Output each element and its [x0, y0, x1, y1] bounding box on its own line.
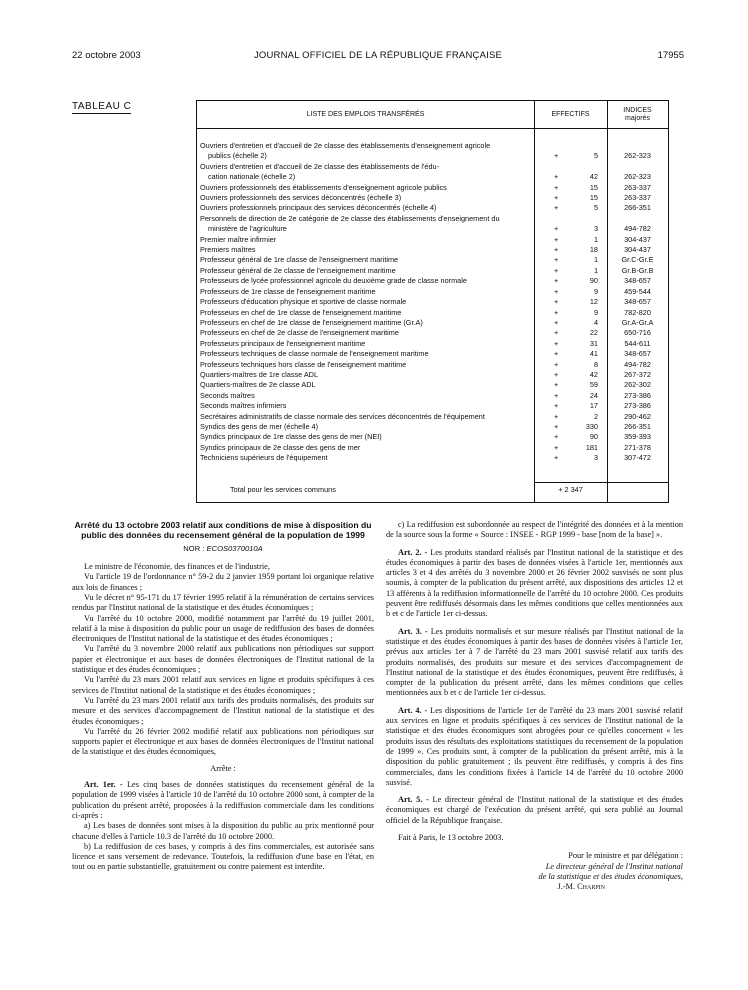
table-row: [197, 318, 668, 328]
article-5: [386, 795, 683, 826]
row-label: Ouvriers professionnels des établissements d'enseignement agricole publics: [200, 182, 447, 192]
header-date: 22 octobre 2003: [72, 50, 141, 61]
row-effectif: 42: [589, 172, 598, 182]
row-label: Professeurs principaux de l'enseignement maritime: [200, 338, 366, 348]
article-3-text: Les produits normalisés et sur mesure réalisés par l'Institut national de la statistique et des études économiques à partir des bases de données visées à l'article 1er, prévus aux articles 1er à 7 de l'arrêté du 23 mars 2001 susvisé relatif aux tarifs des produits normalisés, des produits sur mesure et des services d'accompagnement de l'Institut national de la statistique et des études économiques, peuvent être rediffusés, à compter de la publication du présent arrêté, dans les mêmes conditions que celles mentionnées aux b et c de l'article 1er ci-dessus.: [386, 626, 683, 698]
row-effectif: 4: [593, 317, 598, 327]
row-effectif: 181: [585, 442, 598, 452]
row-effectif: 17: [589, 401, 598, 411]
row-indices: 348-657: [624, 349, 651, 359]
row-label-line2: cation nationale (échelle 2): [208, 172, 296, 182]
row-sign: +: [554, 151, 559, 161]
row-sign: +: [554, 359, 559, 369]
row-label: Ouvriers professionnels des services déconcentrés (échelle 3): [200, 193, 402, 203]
row-indices: 263-337: [624, 193, 651, 203]
row-indices: 267-372: [624, 369, 651, 379]
row-indices: 266-351: [624, 203, 651, 213]
signature-line-1: Pour le ministre et par délégation :: [568, 851, 683, 861]
row-label: Techniciens supérieurs de l'équipement: [200, 453, 328, 463]
row-indices: 348-657: [624, 276, 651, 286]
row-label: Syndics principaux de 2e classe des gens de mer: [200, 442, 361, 452]
total-separator: [534, 482, 668, 483]
visa-paragraph: Vu l'article 19 de l'ordonnance n° 59-2 du 2 janvier 1959 portant loi organique relative aux lois de finances ;: [72, 572, 374, 592]
row-sign: +: [554, 349, 559, 359]
article-5-text: Le directeur général de l'Institut national de la statistique et des études économiques est chargé de l'exécution du présent arrêté, qui sera publié au Journal officiel de la République française.: [386, 795, 683, 825]
row-effectif: 59: [589, 380, 598, 390]
table-row: [197, 308, 668, 318]
visa-paragraph: Vu le décret n° 95-171 du 17 février 1995 relatif à la rémunération de certains services rendus par l'Institut national de la statistique et des études économiques ;: [72, 593, 374, 613]
page-number: 17955: [657, 50, 684, 61]
row-sign: +: [554, 245, 559, 255]
row-indices: 273-386: [624, 401, 651, 411]
nor-reference: [72, 544, 374, 554]
signature-line-2: Le directeur général de l'Institut national: [545, 861, 683, 871]
table-row: [197, 328, 668, 338]
left-column: [72, 520, 374, 873]
done-at: Fait à Paris, le 13 octobre 2003.: [398, 833, 504, 843]
row-label: Professeur général de 2e classe de l'enseignement maritime: [200, 265, 396, 275]
row-label-line1: Ouvriers d'entretien et d'accueil de 2e classe des établissements d'enseignement agricole: [200, 141, 491, 150]
right-column: [386, 520, 683, 893]
row-sign: +: [554, 172, 559, 182]
row-indices: 290-462: [624, 411, 651, 421]
row-label: Secrétaires administratifs de classe normale des services déconcentrés de l'équipement: [200, 411, 485, 421]
article-4: [386, 706, 683, 788]
row-indices: Gr.C-Gr.E: [621, 255, 654, 265]
row-effectif: 18: [589, 245, 598, 255]
table-row: [197, 266, 668, 276]
table-row: [197, 214, 668, 235]
row-sign: +: [554, 453, 559, 463]
row-indices: 304-437: [624, 234, 651, 244]
row-sign: +: [554, 369, 559, 379]
row-label: Syndics principaux de 1re classe des gens de mer (NEI): [200, 432, 382, 442]
visa-paragraph: Vu l'arrêté du 23 mars 2001 relatif aux tarifs des produits normalisés, des produits sur mesure et des services d'accompagnement de l'Institut national de la statistique et des études économiques ;: [72, 695, 374, 726]
row-label: Professeur général de 1re classe de l'enseignement maritime: [200, 255, 399, 265]
article-1-b: b) La rediffusion de ces bases, y compris à des fins commerciales, est autorisée sans licence et sans versement de redevance. Toutefois, la rediffusion d'une base en l'état, en tout ou en partie substantielle, gratuitement ou contre paiement est interdite.: [72, 841, 374, 872]
row-label-line2: ministère de l'agriculture: [208, 224, 287, 234]
visa-paragraph: Vu l'arrêté du 10 octobre 2000, modifié notamment par l'arrêté du 19 juillet 2001, relatif à la mise à disposition du public pour un usage de rediffusion des bases de données électroniques de l'Institut national de la statistique et des études économiques ;: [72, 613, 374, 644]
table-row: [197, 339, 668, 349]
col-header-indices: [607, 101, 668, 129]
row-effectif: 22: [589, 328, 598, 338]
table-row: [197, 235, 668, 245]
row-label-line2: publics (échelle 2): [208, 151, 267, 161]
table-row: [197, 412, 668, 422]
table-row: [197, 203, 668, 213]
row-sign: +: [554, 234, 559, 244]
row-sign: +: [554, 182, 559, 192]
row-effectif: 3: [593, 453, 598, 463]
row-effectif: 9: [593, 307, 598, 317]
row-label: Professeurs en chef de 2e classe de l'enseignement maritime: [200, 328, 399, 338]
row-sign: +: [554, 297, 559, 307]
table-row: [197, 370, 668, 380]
row-label: Quartiers-maîtres de 2e classe ADL: [200, 380, 316, 390]
row-label: Premiers maîtres: [200, 245, 256, 255]
row-indices: 263-337: [624, 182, 651, 192]
row-indices: 544-611: [624, 338, 651, 348]
row-effectif: 5: [593, 203, 598, 213]
row-label: Professeurs techniques hors classe de l'enseignement maritime: [200, 359, 407, 369]
article-2-label: Art. 2. -: [398, 547, 428, 557]
row-label: Professeurs de 1re classe de l'enseignement maritime: [200, 286, 376, 296]
row-indices: 494-782: [624, 359, 651, 369]
tableau-label: TABLEAU C: [72, 101, 132, 112]
table-row: [197, 422, 668, 432]
row-sign: +: [554, 338, 559, 348]
row-effectif: 42: [589, 369, 598, 379]
row-label: Syndics des gens de mer (échelle 4): [200, 421, 319, 431]
col-header-emplois: LISTE DES EMPLOIS TRANSFÉRÉS: [197, 101, 535, 129]
row-sign: +: [554, 317, 559, 327]
table-row: [197, 349, 668, 359]
row-indices: 262-323: [624, 172, 651, 182]
table-row: [197, 162, 668, 183]
row-label: Professeurs en chef de 1re classe de l'enseignement maritime: [200, 307, 402, 317]
row-sign: +: [554, 307, 559, 317]
article-2-text: Les produits standard réalisés par l'Institut national de la statistique et des études économiques à partir des bases de données visées à l'article 1er, mentionnés aux articles 3 et 4 des arrêtés du 3 novembre 2000 et 26 février 2002 susvisés ne sont plus soumis, à compter de la publication du présent arrêté, aux dispositions des articles 12 et 13 afférents à la rediffusion informationnelle de l'arrêté du 10 octobre 2000. Ces produits peuvent être rediffusés désormais dans les mêmes conditions que celles mentionnées aux b et c de l'article 1er ci-dessus.: [386, 547, 683, 619]
table-row: [197, 432, 668, 442]
row-sign: +: [554, 203, 559, 213]
row-sign: +: [554, 224, 559, 234]
row-sign: +: [554, 442, 559, 452]
row-indices: 459-544: [624, 286, 651, 296]
row-sign: +: [554, 432, 559, 442]
row-indices: Gr.B-Gr.B: [621, 265, 654, 275]
row-effectif: 330: [585, 421, 598, 431]
row-effectif: 1: [593, 265, 598, 275]
row-sign: +: [554, 255, 559, 265]
table-row: [197, 287, 668, 297]
col-header-indices-line1: INDICES: [623, 106, 652, 114]
table-row: [197, 276, 668, 286]
transfer-table: [196, 100, 669, 503]
article-1-a: a) Les bases de données sont mises à la disposition du public au prix mentionné pour chacune d'elles à l'article 10.3 de l'arrêté du 10 octobre 2000.: [72, 821, 374, 841]
row-indices: 782-820: [624, 307, 651, 317]
visa-paragraph: Vu l'arrêté du 23 mars 2001 relatif aux services en ligne et produits spécifiques à ces services de l'Institut national de la statistique et des études économiques ;: [72, 675, 374, 695]
table-row: [197, 380, 668, 390]
arrete-word: Arrête :: [210, 763, 236, 773]
row-effectif: 31: [589, 338, 598, 348]
table-row: [197, 453, 668, 463]
row-indices: 266-351: [624, 421, 651, 431]
row-effectif: 15: [589, 182, 598, 192]
row-effectif: 1: [593, 255, 598, 265]
row-effectif: 15: [589, 193, 598, 203]
visas-list: [72, 562, 374, 758]
row-effectif: 41: [589, 349, 598, 359]
article-1: [72, 780, 374, 821]
row-label: Professeurs de lycée professionnel agricole du deuxième grade de classe normale: [200, 276, 467, 286]
article-1-label: Art. 1er. -: [84, 780, 123, 790]
row-indices: 273-386: [624, 390, 651, 400]
article-4-label: Art. 4. -: [398, 705, 428, 715]
nor-label: NOR :: [183, 543, 205, 553]
row-label-line1: Ouvriers d'entretien et d'accueil de 2e classe des établissements de l'édu-: [200, 161, 440, 171]
article-3-label: Art. 3. -: [398, 626, 428, 636]
row-indices: 262-323: [624, 151, 651, 161]
row-indices: Gr.A-Gr.A: [621, 317, 654, 327]
row-indices: 307-472: [624, 453, 651, 463]
row-sign: +: [554, 265, 559, 275]
row-sign: +: [554, 411, 559, 421]
total-value: + 2 347: [558, 485, 583, 494]
row-effectif: 24: [589, 390, 598, 400]
table-body: [197, 141, 668, 464]
page-header: [72, 50, 684, 64]
article-1-text: Les cinq bases de données statistiques du recensement général de la population de 1999 visées à l'article 10 de l'arrêté du 10 octobre 2000 sont, à compter de la publication du présent arrêté, proposées à la rediffusion commerciale dans les conditions ci-après :: [72, 780, 375, 820]
row-label: Ouvriers professionnels principaux des services déconcentrés (échelle 4): [200, 203, 437, 213]
row-sign: +: [554, 286, 559, 296]
row-effectif: 3: [593, 224, 598, 234]
article-4-text: Les dispositions de l'article 1er de l'arrêté du 23 mars 2001 susvisé relatif aux services en ligne et produits spécifiques à ces services de l'Institut national de la statistique et des études économiques sont abrogées pour ce qu'elles concernent « les produits issus des résultats des exploitations statistiques du recensement de la population de 1999 ». Ces produits sont, à compter de la publication du présent arrêté, mis à la disposition du public gratuitement ; ils peuvent être rediffusés, y compris à des fins commerciales, dans les conditions fixées à l'article 14 de l'arrêté du 10 octobre 2000 susvisé.: [386, 705, 683, 787]
article-3: [386, 627, 683, 699]
article-2: [386, 548, 683, 620]
row-effectif: 90: [589, 276, 598, 286]
row-label: Professeurs d'éducation physique et sportive de classe normale: [200, 297, 407, 307]
table-row: [197, 193, 668, 203]
row-effectif: 2: [593, 411, 598, 421]
row-sign: +: [554, 193, 559, 203]
row-sign: +: [554, 390, 559, 400]
visa-paragraph: Vu l'arrêté du 26 février 2002 modifié relatif aux publications non périodiques sur supports papier et électronique et aux bases de données électroniques de l'Institut national de la statistique et des études économiques,: [72, 726, 374, 757]
visa-paragraph: Le ministre de l'économie, des finances et de l'industrie,: [84, 562, 270, 572]
row-indices: 304-437: [624, 245, 651, 255]
table-row: [197, 141, 668, 162]
row-label: Seconds maîtres infirmiers: [200, 401, 287, 411]
signatory-name: J.-M. Charpin: [557, 882, 605, 892]
article-1-c: c) La rediffusion est subordonnée au respect de l'intégrité des données et à la mention de la source sous la forme « Source : INSEE - RGP 1999 - base [nom de la base] ».: [386, 520, 683, 540]
row-effectif: 8: [593, 359, 598, 369]
article-5-label: Art. 5. -: [398, 795, 429, 805]
nor-code: ECOS0370010A: [206, 543, 263, 553]
row-sign: +: [554, 328, 559, 338]
col-header-indices-line2: majorés: [625, 114, 650, 122]
table-row: [197, 245, 668, 255]
col-header-effectifs: EFFECTIFS: [534, 101, 608, 129]
row-indices: 494-782: [624, 224, 651, 234]
table-row: [197, 391, 668, 401]
row-indices: 348-657: [624, 297, 651, 307]
table-row: [197, 360, 668, 370]
table-row: [197, 183, 668, 193]
row-effectif: 1: [593, 234, 598, 244]
signature-block: [386, 851, 683, 892]
row-label: Premier maître infirmier: [200, 234, 277, 244]
table-row: [197, 297, 668, 307]
row-label: Professeurs techniques de classe normale de l'enseignement maritime: [200, 349, 429, 359]
visa-paragraph: Vu l'arrêté du 3 novembre 2000 relatif aux publications non périodiques sur support papier et électronique et aux bases de données électroniques de l'Institut national de la statistique et des études économiques ;: [72, 644, 374, 675]
row-label: Quartiers-maîtres de 1re classe ADL: [200, 369, 319, 379]
row-sign: +: [554, 401, 559, 411]
table-row: [197, 255, 668, 265]
row-sign: +: [554, 380, 559, 390]
table-row: [197, 443, 668, 453]
row-label: Professeurs en chef de 1re classe de l'enseignement maritime (Gr.A): [200, 317, 423, 327]
total-label: Total pour les services communs: [230, 485, 336, 494]
row-effectif: 90: [589, 432, 598, 442]
table-row: [197, 401, 668, 411]
row-label: Seconds maîtres: [200, 390, 255, 400]
row-indices: 650-716: [624, 328, 651, 338]
row-effectif: 12: [589, 297, 598, 307]
journal-title: JOURNAL OFFICIEL DE LA RÉPUBLIQUE FRANÇAISE: [253, 50, 503, 61]
row-indices: 359-393: [624, 432, 651, 442]
row-sign: +: [554, 421, 559, 431]
signature-line-3: de la statistique et des études économiques,: [538, 871, 683, 881]
row-label-line1: Personnels de direction de 2e catégorie de 2e classe des établissements d'enseignement du: [200, 213, 500, 223]
arrete-title: Arrêté du 13 octobre 2003 relatif aux conditions de mise à disposition du public des données du recensement général de la population de 1999: [74, 520, 372, 541]
row-effectif: 5: [593, 151, 598, 161]
row-indices: 262-302: [624, 380, 651, 390]
row-sign: +: [554, 276, 559, 286]
row-indices: 271-378: [624, 442, 651, 452]
row-effectif: 9: [593, 286, 598, 296]
